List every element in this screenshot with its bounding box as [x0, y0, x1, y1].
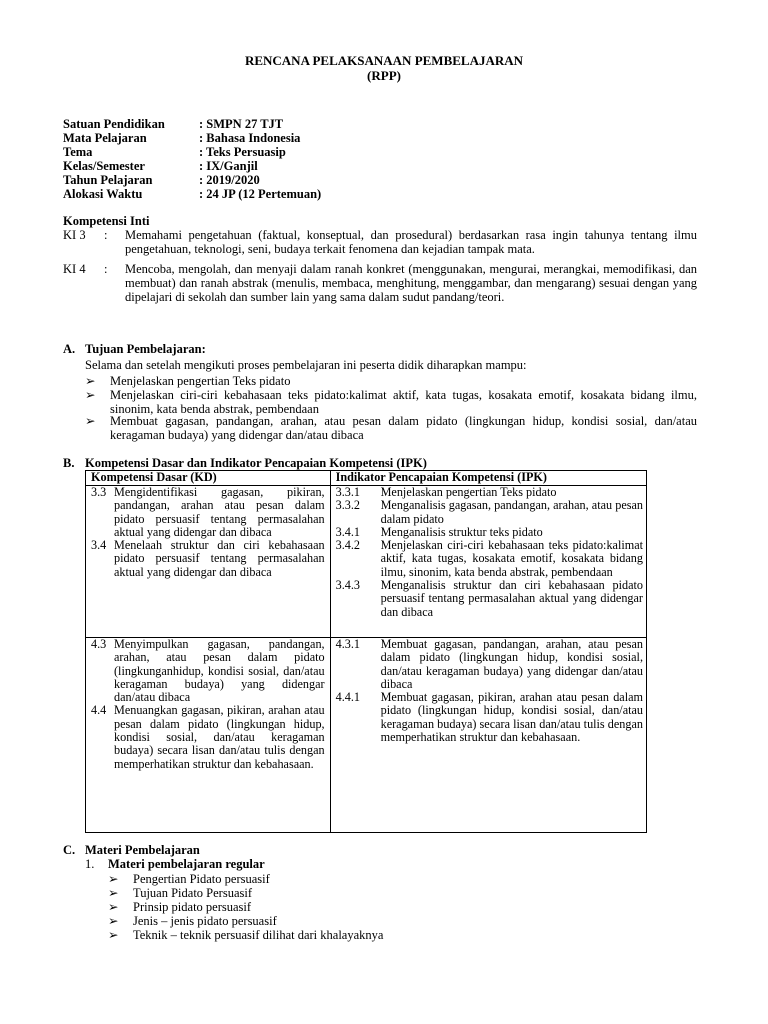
identity-value: : 24 JP (12 Pertemuan)	[199, 187, 322, 201]
ki4-code: KI 4	[63, 262, 86, 276]
kd-number: 3.3	[91, 485, 107, 499]
table-row	[86, 486, 647, 638]
list-item-text: Prinsip pidato persuasif	[133, 900, 252, 914]
ipk-item	[331, 486, 646, 499]
arrow-bullet-icon: ➢	[108, 900, 119, 914]
col-ipk-header: Indikator Pencapaian Kompetensi (IPK)	[330, 471, 646, 486]
arrow-bullet-icon: ➢	[85, 414, 96, 428]
kd-cell	[86, 486, 331, 638]
identity-value: : 2019/2020	[199, 173, 260, 187]
ipk-number: 4.3.1	[335, 637, 360, 651]
ipk-number: 4.4.1	[335, 690, 360, 705]
table-row	[86, 638, 647, 833]
kd-ipk-table	[85, 470, 647, 833]
identity-label: Alokasi Waktu	[63, 187, 143, 201]
section-a-intro: Selama dan setelah mengikuti proses pembelajaran ini peserta didik diharapkan mampu:	[85, 358, 527, 372]
kd-item	[86, 704, 330, 770]
section-b-letter: B.	[63, 456, 75, 470]
ipk-item	[331, 691, 646, 744]
identity-label: Kelas/Semester	[63, 159, 145, 173]
kd-cell	[86, 638, 331, 833]
ipk-text: Membuat gagasan, pandangan, arahan, atau pesan dalam pidato (lingkungan hidup, kondisi sosial, dan/atau keragaman budaya) yang didengar dan/atau dibaca	[380, 637, 643, 691]
ipk-number: 3.4.2	[335, 538, 360, 553]
kd-number: 4.4	[91, 703, 107, 718]
section-b-heading: Kompetensi Dasar dan Indikator Pencapaian Kompetensi (IPK)	[85, 456, 427, 470]
ipk-number: 3.4.1	[335, 524, 360, 539]
ki3-code: KI 3	[63, 228, 86, 242]
ki3-text: Memahami pengetahuan (faktual, konseptual, dan prosedural) berdasarkan rasa ingin tahunya tentang ilmu pengetahuan, teknologi, seni, budaya terkait fenomena dan kejadian tampak mata.	[125, 228, 697, 256]
kd-item	[86, 638, 330, 704]
ki4-sep: :	[104, 262, 108, 276]
ki4-text: Mencoba, mengolah, dan menyaji dalam ranah konkret (menggunakan, mengurai, merangkai, memodifikasi, dan membuat) dan ranah abstrak (menulis, membaca, menghitung, menggambar, dan mengarang) sesuai dengan yang dipelajari di sekolah dan sumber lain yang sama dalam sudut pandang/teori.	[125, 262, 697, 304]
identity-value: : Teks Persuasip	[199, 145, 286, 159]
ki3-sep: :	[104, 228, 108, 242]
ipk-text: Menganalisis gagasan, pandangan, arahan, atau pesan dalam pidato	[380, 498, 643, 526]
col-kd-header: Kompetensi Dasar (KD)	[86, 471, 331, 486]
document-subtitle: (RPP)	[367, 68, 401, 83]
list-item-text: Menjelaskan ciri-ciri kebahasaan teks pidato:kalimat aktif, kata tugas, kosakata emotif, kosakata bidang ilmu, sinonim, kata benda abstrak, pembendaan	[110, 388, 697, 416]
ipk-text: Menganalisis struktur teks pidato	[380, 524, 543, 539]
ipk-number: 3.4.3	[335, 578, 360, 593]
identity-value: : Bahasa Indonesia	[199, 131, 301, 145]
section-c-sub-number: 1.	[85, 857, 95, 871]
kd-text: Mengidentifikasi gagasan, pikiran, pandangan, arahan atau pesan dalam pidato persuasif tentang permasalahan aktual yang didengar dan dibaca	[114, 485, 325, 539]
kd-text: Menuangkan gagasan, pikiran, arahan atau pesan dalam pidato (lingkungan hidup, kondisi sosial, dan/atau keragaman budaya) secara lisan dan/atau tulis dengan memperhatikan struktur dan kebahasaan.	[114, 703, 325, 771]
identity-value: : IX/Ganjil	[199, 159, 258, 173]
ipk-item	[331, 539, 646, 579]
section-a-letter: A.	[63, 342, 76, 356]
arrow-bullet-icon: ➢	[85, 374, 96, 388]
table-header-row	[86, 471, 647, 486]
arrow-bullet-icon: ➢	[108, 872, 119, 886]
ipk-item	[331, 499, 646, 526]
kd-item	[86, 486, 330, 539]
ipk-text: Membuat gagasan, pikiran, arahan atau pesan dalam pidato (lingkungan hidup, kondisi sosial, dan/atau keragaman budaya) secara lisan dan/atau tulis dengan memperhatikan struktur dan kebahasaan.	[380, 690, 643, 745]
ipk-item	[331, 526, 646, 539]
kd-text: Menelaah struktur dan ciri kebahasaan pidato persuasif tentang permasalahan aktual yang didengar dan dibaca	[114, 538, 325, 579]
identity-label: Tema	[63, 145, 93, 159]
document-title: RENCANA PELAKSANAAN PEMBELAJARAN	[244, 53, 524, 68]
identity-label: Tahun Pelajaran	[63, 173, 153, 187]
kd-number: 3.4	[91, 538, 107, 553]
section-c-heading: Materi Pembelajaran	[85, 843, 200, 857]
list-item-text: Teknik – teknik persuasif dilihat dari khalayaknya	[133, 928, 384, 942]
identity-value: : SMPN 27 TJT	[199, 117, 284, 131]
kd-text: Menyimpulkan gagasan, pandangan, arahan, atau pesan dalam pidato (lingkunganhidup, kondisi sosial, dan/atau keragaman budaya) yang didengar dan/atau dibaca	[114, 637, 325, 705]
identity-label: Mata Pelajaran	[63, 131, 147, 145]
list-item-text: Menjelaskan pengertian Teks pidato	[110, 374, 291, 388]
section-c-sub-heading: Materi pembelajaran regular	[108, 857, 265, 871]
ipk-cell	[330, 638, 646, 833]
arrow-bullet-icon: ➢	[108, 914, 119, 928]
list-item-text: Tujuan Pidato Persuasif	[133, 886, 252, 900]
section-a-heading: Tujuan Pembelajaran:	[85, 342, 206, 356]
ipk-text: Menganalisis struktur dan ciri kebahasaan pidato persuasif tentang permasalahan aktual yang didengar dan dibaca	[380, 578, 643, 619]
ki-heading: Kompetensi Inti	[63, 214, 150, 228]
arrow-bullet-icon: ➢	[108, 886, 119, 900]
list-item-text: Membuat gagasan, pandangan, arahan, atau pesan dalam pidato (lingkungan hidup, kondisi sosial, dan/atau keragaman budaya) yang didengar dan/atau dibaca	[110, 414, 697, 442]
section-c-letter: C.	[63, 843, 76, 857]
arrow-bullet-icon: ➢	[108, 928, 119, 942]
ipk-text: Menjelaskan pengertian Teks pidato	[380, 485, 557, 499]
ipk-cell	[330, 486, 646, 638]
list-item-text: Pengertian Pidato persuasif	[133, 872, 270, 886]
ipk-number: 3.3.2	[335, 498, 360, 513]
kd-item	[86, 539, 330, 579]
list-item-text: Jenis – jenis pidato persuasif	[133, 914, 277, 928]
ipk-text: Menjelaskan ciri-ciri kebahasaan teks pidato:kalimat aktif, kata tugas, kosakata emotif, kosakata bidang ilmu, sinonim, kata benda abstrak, pembendaan	[380, 538, 643, 579]
ipk-item	[331, 579, 646, 619]
arrow-bullet-icon: ➢	[85, 388, 96, 402]
identity-label: Satuan Pendidikan	[63, 117, 165, 131]
ipk-number: 3.3.1	[335, 485, 360, 499]
ipk-item	[331, 638, 646, 691]
kd-number: 4.3	[91, 637, 107, 651]
